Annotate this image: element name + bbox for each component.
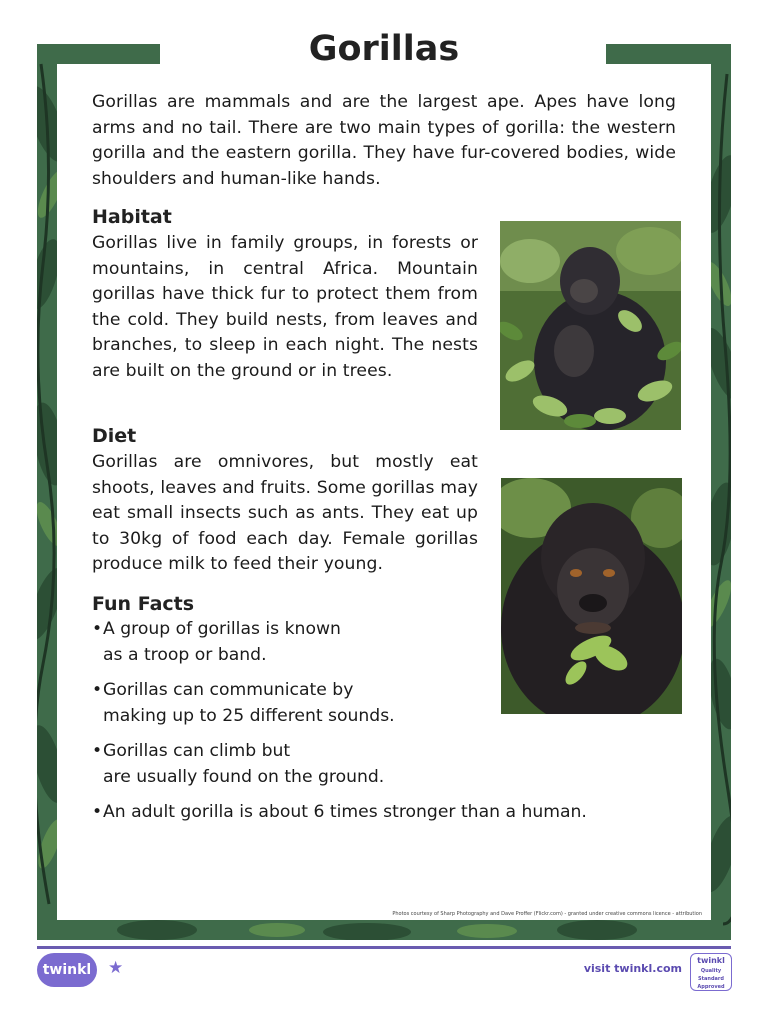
fun-facts-heading: Fun Facts [92, 593, 195, 615]
bullet-icon: • [92, 619, 103, 639]
diet-heading: Diet [92, 425, 137, 447]
habitat-heading: Habitat [92, 206, 172, 228]
page-title: Gorillas [308, 29, 460, 69]
fun-fact-item: •Gorillas can communicate by making up to 25 different sounds. [92, 680, 395, 726]
bullet-icon: • [92, 680, 103, 700]
fun-fact-item: •An adult gorilla is about 6 times stronger than a human. [92, 800, 587, 826]
visit-twinkl-link[interactable]: visit twinkl.com [583, 962, 682, 975]
footer-rule [37, 946, 731, 949]
intro-paragraph: Gorillas are mammals and are the largest ape. Apes have long arms and no tail. There are two main types of gorilla: the western gorilla and the eastern gorilla. They have fur-covered bodies, wide shoulders and human-like hands. [92, 92, 676, 189]
diet-paragraph: Gorillas are omnivores, but mostly eat shoots, leaves and fruits. Some gorillas may eat small insects such as ants. They eat up to 30kg of food each day. Female gorillas produce milk to feed their young. [92, 452, 478, 575]
star-icon: ★ [108, 958, 124, 978]
gorilla-sitting-photo [500, 221, 681, 430]
quality-standard-badge: twinkl Quality Standard Approved [690, 953, 732, 991]
habitat-paragraph: Gorillas live in family groups, in forests or mountains, in central Africa. Mountain gorillas have thick fur to protect them from the cold. They build nests, from leaves and branches, to sleep in each night. The nests are built on the ground or in trees. [92, 233, 478, 381]
gorilla-eating-photo [501, 478, 682, 714]
bullet-icon: • [92, 802, 103, 822]
fun-fact-item: •Gorillas can climb but are usually found on the ground. [92, 741, 385, 787]
bullet-icon: • [92, 741, 103, 761]
fun-fact-item: •A group of gorillas is known as a troop or band. [92, 619, 341, 665]
photo-credits: Photos courtesy of Sharp Photography and Dave Proffer (Flickr.com) - granted under creative commons licence - attribution [392, 911, 702, 917]
twinkl-logo[interactable]: twinkl [37, 953, 97, 987]
